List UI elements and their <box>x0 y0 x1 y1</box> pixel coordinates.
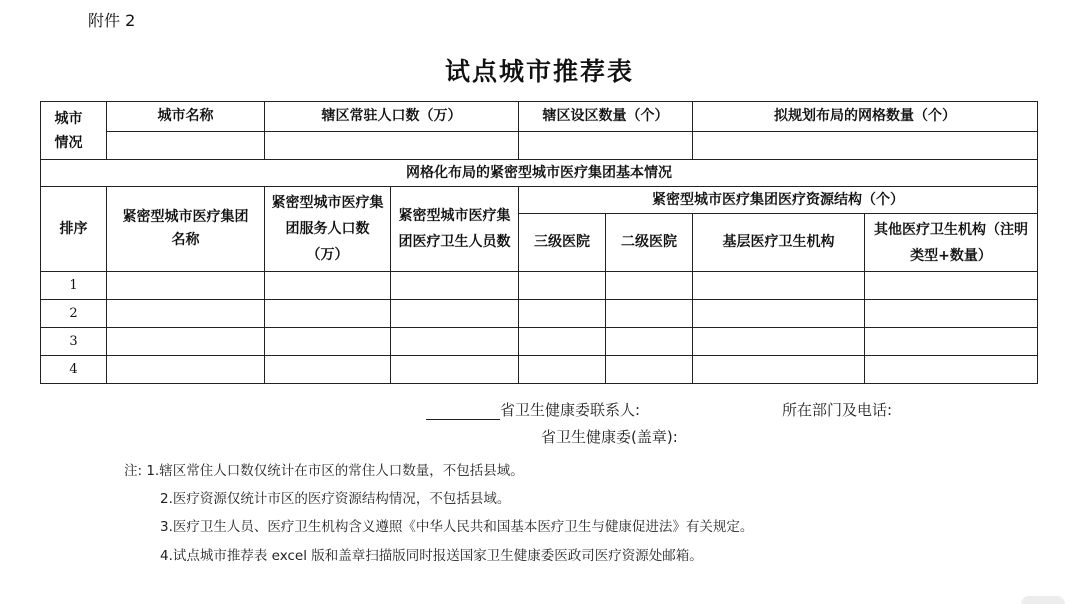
row-number: 1 <box>41 272 107 300</box>
city-info-header: 城市情况 <box>41 102 107 160</box>
group-name-header: 紧密型城市医疗集团名称 <box>107 187 265 272</box>
contact-label: 省卫生健康委联系人: <box>500 401 641 419</box>
district-count-header: 辖区设区数量（个） <box>519 102 693 132</box>
contact-line <box>426 399 893 420</box>
note-1: 注: 1.辖区常住人口数仅统计在市区的常住人口数量，不包括县域。 <box>124 463 524 479</box>
primary-care-header: 基层医疗卫生机构 <box>693 214 865 272</box>
page-corner-shadow <box>1021 596 1065 604</box>
other-institution-header: 其他医疗卫生机构（注明类型+数量） <box>865 214 1038 272</box>
row-number: 4 <box>41 356 107 384</box>
table-row <box>41 356 1038 384</box>
city-name-cell[interactable] <box>107 132 265 160</box>
note-2: 2.医疗资源仅统计市区的医疗资源结构情况，不包括县域。 <box>160 491 511 507</box>
population-header: 辖区常驻人口数（万） <box>265 102 519 132</box>
form-title: 试点城市推荐表 <box>444 57 634 86</box>
table-row <box>41 328 1038 356</box>
grid-count-cell[interactable] <box>693 132 1038 160</box>
population-cell[interactable] <box>265 132 519 160</box>
table-row <box>41 300 1038 328</box>
tertiary-hospital-header: 三级医院 <box>519 214 606 272</box>
section-title: 网格化布局的紧密型城市医疗集团基本情况 <box>41 160 1038 187</box>
district-count-cell[interactable] <box>519 132 693 160</box>
order-header: 排序 <box>41 187 107 272</box>
province-blank[interactable] <box>426 405 500 420</box>
city-name-header: 城市名称 <box>107 102 265 132</box>
resource-structure-header: 紧密型城市医疗集团医疗资源结构（个） <box>519 187 1038 214</box>
staff-count-header: 紧密型城市医疗集团医疗卫生人员数 <box>391 187 519 272</box>
attachment-label: 附件 2 <box>88 11 136 30</box>
seal-label: 省卫生健康委(盖章): <box>541 428 678 446</box>
service-population-header: 紧密型城市医疗集团服务人口数（万） <box>265 187 391 272</box>
grid-count-header: 拟规划布局的网格数量（个） <box>693 102 1038 132</box>
dept-phone-label: 所在部门及电话: <box>782 401 893 419</box>
secondary-hospital-header: 二级医院 <box>606 214 693 272</box>
row-number: 3 <box>41 328 107 356</box>
table-row <box>41 272 1038 300</box>
note-3: 3.医疗卫生人员、医疗卫生机构含义遵照《中华人民共和国基本医疗卫生与健康促进法》有关规定。 <box>160 519 754 535</box>
row-number: 2 <box>41 300 107 328</box>
note-4: 4.试点城市推荐表 excel 版和盖章扫描版同时报送国家卫生健康委医政司医疗资源处邮箱。 <box>160 548 703 564</box>
recommendation-table <box>40 101 1038 384</box>
